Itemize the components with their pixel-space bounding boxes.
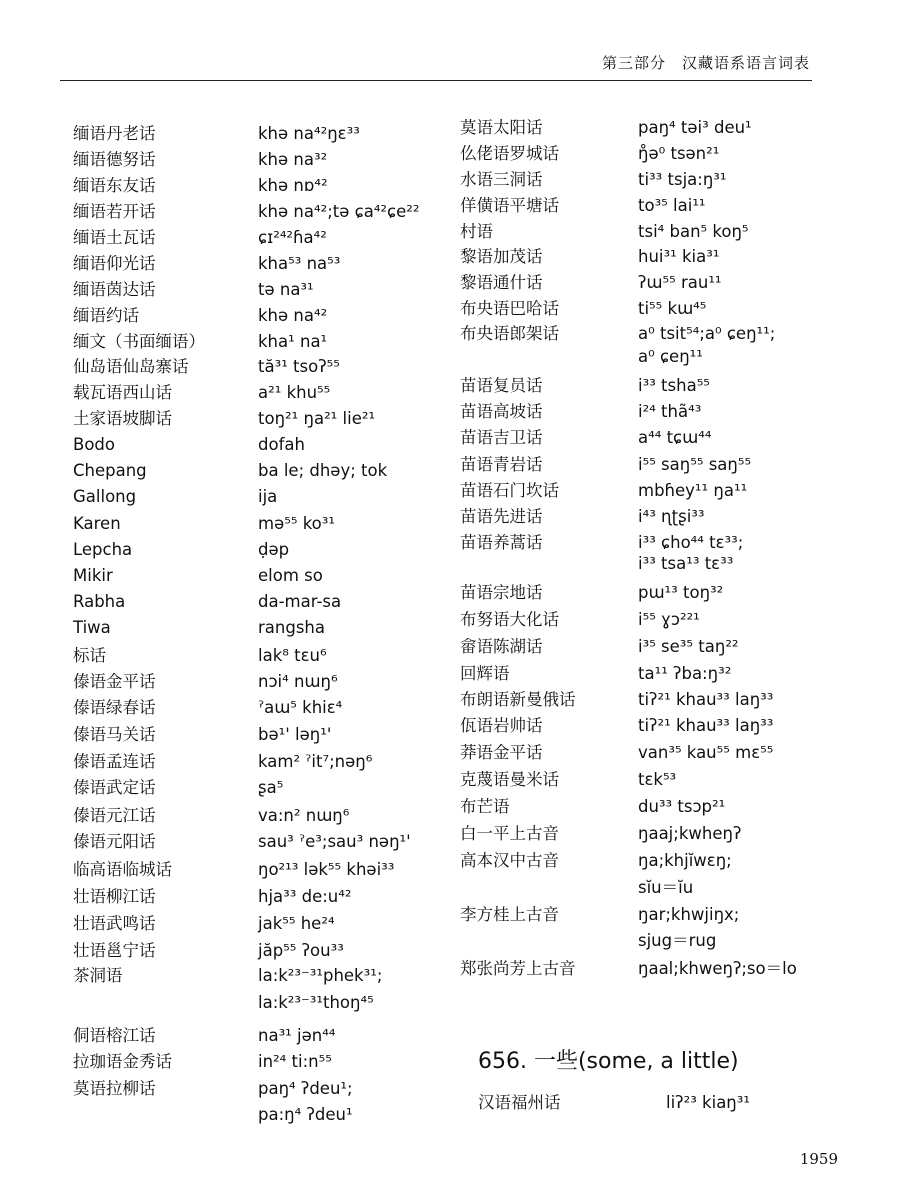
left_column-form: la:k²³⁻³¹thoŋ⁴⁵ [258, 993, 374, 1012]
left_column-form: ɕɪ²⁴²ɦa⁴² [258, 228, 327, 247]
left_column-form: in²⁴ ti:n⁵⁵ [258, 1052, 332, 1071]
left_column-language: Bodo [73, 435, 115, 454]
left_column-language: 缅语仰光话 [73, 254, 156, 273]
section_entries-language: 汉语福州话 [478, 1093, 561, 1112]
left_column-form: a²¹ khu⁵⁵ [258, 383, 331, 402]
left_column-language: 缅语茵达话 [73, 280, 156, 299]
left_column-language: 缅语东友话 [73, 176, 156, 195]
left_column-language: Rabha [73, 592, 126, 611]
right_column-language: 黎语加茂话 [460, 247, 543, 266]
right_column-form: tsi⁴ ban⁵ koŋ⁵ [638, 222, 749, 241]
right_column-form: ʔɯ⁵⁵ rau¹¹ [638, 273, 722, 292]
right_column-form: i⁴³ ɳʈʂi³³ [638, 507, 705, 526]
left_column-form: ija [258, 487, 278, 506]
right_column-form: ta¹¹ ʔba:ŋ³² [638, 664, 732, 683]
left_column-language: Karen [73, 514, 121, 533]
left_column-language: 傣语马关话 [73, 725, 156, 744]
left_column-form: nɔi⁴ nɯŋ⁶ [258, 672, 338, 691]
left_column-form: ŋo²¹³ lək⁵⁵ khəi³³ [258, 860, 395, 879]
right_column-language: 仫佬语罗城话 [460, 144, 559, 163]
left_column-form: ʂa⁵ [258, 778, 284, 797]
right_column-language: 苗语养蒿话 [460, 533, 543, 552]
right_column-language: 高本汉中古音 [460, 851, 559, 870]
right_column-language: 莫语太阳话 [460, 118, 543, 137]
right_column-form: ŋ̊ə⁰ tsən²¹ [638, 144, 720, 163]
left_column-form: toŋ²¹ ŋa²¹ lie²¹ [258, 409, 376, 428]
left_column-language: 缅语约话 [73, 306, 139, 325]
right_column-form: tiʔ²¹ khau³³ laŋ³³ [638, 690, 774, 709]
left_column-form: tă³¹ tsoʔ⁵⁵ [258, 357, 340, 376]
left_column-language: 莫语拉柳话 [73, 1079, 156, 1098]
right_column-language: 苗语高坡话 [460, 402, 543, 421]
left_column-language: 茶洞语 [73, 966, 123, 985]
left_column-language: 缅语德努话 [73, 150, 156, 169]
right_column-language: 布努语大化话 [460, 610, 559, 629]
right_column-language: 李方桂上古音 [460, 905, 559, 924]
left_column-form: jak⁵⁵ he²⁴ [258, 914, 335, 933]
page-number: 1959 [799, 1150, 838, 1168]
right_column-language: 水语三洞话 [460, 170, 543, 189]
left_column-language: 侗语榕江话 [73, 1026, 156, 1045]
left_column-form: la:k²³⁻³¹phek³¹; [258, 966, 383, 985]
right_column-form: tɛk⁵³ [638, 770, 677, 789]
left_column-form: pa:ŋ⁴ ʔdeu¹ [258, 1105, 353, 1124]
left_column-language: Chepang [73, 461, 147, 480]
right_column-form: i³³ tsa¹³ tɛ³³ [638, 554, 734, 573]
left_column-language: 缅文（书面缅语） [73, 332, 205, 351]
left_column-form: rangsha [258, 618, 325, 637]
right_column-form: paŋ⁴ təi³ deu¹ [638, 118, 752, 137]
right_column-language: 佤语岩帅话 [460, 716, 543, 735]
right_column-language: 苗语青岩话 [460, 455, 543, 474]
right_column-language: 苗语吉卫话 [460, 428, 543, 447]
right_column-form: i³⁵ se³⁵ taŋ²² [638, 637, 739, 656]
left_column-language: 标话 [73, 646, 106, 665]
left_column-language: 土家语坡脚话 [73, 409, 172, 428]
right_column-language: 布朗语新曼俄话 [460, 690, 576, 709]
left_column-form: da-mar-sa [258, 592, 342, 611]
right_column-language: 苗语复员话 [460, 376, 543, 395]
right_column-language: 苗语石门坎话 [460, 481, 559, 500]
right_column-language: 布央语郎架话 [460, 324, 559, 343]
right_column-form: i³³ ɕho⁴⁴ tɛ³³; [638, 533, 744, 552]
left_column-form: elom so [258, 566, 323, 585]
left_column-language: Lepcha [73, 540, 133, 559]
right_column-language: 郑张尚芳上古音 [460, 959, 576, 978]
right_column-form: du³³ tsɔp²¹ [638, 797, 726, 816]
right_column-language: 苗语宗地话 [460, 583, 543, 602]
left_column-form: kam² ˀit⁷;nəŋ⁶ [258, 752, 373, 771]
section_entries-form: liʔ²³ kiaŋ³¹ [666, 1093, 750, 1112]
right_column-form: pɯ¹³ toŋ³² [638, 583, 724, 602]
left_column-language: 载瓦语西山话 [73, 383, 172, 402]
left_column-form: kha⁵³ na⁵³ [258, 254, 341, 273]
left_column-language: 傣语孟连话 [73, 752, 156, 771]
left_column-form: ḍəp [258, 540, 290, 559]
left_column-language: 缅语土瓦话 [73, 228, 156, 247]
right_column-language: 莽语金平话 [460, 743, 543, 762]
left_column-language: 临高语临城话 [73, 860, 172, 879]
left_column-form: sau³ ˀe³;sau³ nəŋ¹' [258, 832, 411, 851]
left_column-form: bə¹' ləŋ¹' [258, 725, 332, 744]
right_column-form: sjug＝rug [638, 931, 717, 950]
left_column-language: 缅语丹老话 [73, 124, 156, 143]
left_column-language: 拉珈语金秀话 [73, 1052, 172, 1071]
left_column-language: 仙岛语仙岛寨话 [73, 357, 189, 376]
left_column-form: mə⁵⁵ ko³¹ [258, 514, 335, 533]
left_column-form: khə na⁴²;tə ɕa⁴²ɕe²² [258, 202, 420, 221]
left_column-language: 壮语武鸣话 [73, 914, 156, 933]
right_column-language: 布芒语 [460, 797, 510, 816]
left_column-language: 壮语柳江话 [73, 887, 156, 906]
right_column-language: 回辉语 [460, 664, 510, 683]
left_column-language: Mikir [73, 566, 113, 585]
left_column-form: dofah [258, 435, 305, 454]
left_column-form: khə na⁴²ŋɛ³³ [258, 124, 360, 143]
left_column-language: 傣语金平话 [73, 672, 156, 691]
right_column-form: i⁵⁵ saŋ⁵⁵ saŋ⁵⁵ [638, 455, 752, 474]
right_column-form: mbɦey¹¹ ŋa¹¹ [638, 481, 748, 500]
left_column-form: khə na³² [258, 150, 328, 169]
right_column-form: van³⁵ kau⁵⁵ mɛ⁵⁵ [638, 743, 774, 762]
left_column-form: ˀaɯ⁵ khiɛ⁴ [258, 698, 343, 717]
left_column-language: Tiwa [73, 618, 111, 637]
left_column-language: 傣语武定话 [73, 778, 156, 797]
right_column-form: ti⁵⁵ kɯ⁴⁵ [638, 299, 707, 318]
right_column-form: i⁵⁵ ɣɔ²²¹ [638, 610, 700, 629]
left_column-language: 壮语邕宁话 [73, 941, 156, 960]
right_column-language: 布央语巴哈话 [460, 299, 559, 318]
left_column-form: ba le; dhəy; tok [258, 461, 388, 480]
left_column-language: Gallong [73, 487, 137, 506]
left_column-language: 傣语绿春话 [73, 698, 156, 717]
left_column-form: hja³³ de:u⁴² [258, 887, 352, 906]
right_column-language: 黎语通什话 [460, 273, 543, 292]
right_column-language: 畲语陈湖话 [460, 637, 543, 656]
right_column-language: 苗语先进话 [460, 507, 543, 526]
right_column-form: i³³ tsha⁵⁵ [638, 376, 710, 395]
left_column-form: khə nɒ⁴² [258, 176, 328, 195]
right_column-form: ŋar;khwjiŋx; [638, 905, 740, 924]
left_column-form: jăp⁵⁵ ʔou³³ [258, 941, 344, 960]
right_column-language: 佯僙语平塘话 [460, 196, 559, 215]
right_column-form: ti³³ tsja:ŋ³¹ [638, 170, 727, 189]
right_column-form: sĭu＝ĭu [638, 878, 694, 897]
right_column-form: ŋaal;khweŋʔ;so＝lo [638, 959, 797, 978]
right_column-form: a⁰ ɕeŋ¹¹ [638, 347, 703, 366]
header-title: 第三部分 汉藏语系语言词表 [601, 54, 810, 72]
left_column-form: paŋ⁴ ʔdeu¹; [258, 1079, 353, 1098]
left_column-language: 傣语元江话 [73, 806, 156, 825]
right_column-form: a⁰ tsit⁵⁴;a⁰ ɕeŋ¹¹; [638, 324, 776, 343]
header-rule [60, 80, 812, 81]
right_column-form: i²⁴ thã⁴³ [638, 402, 702, 421]
left_column-form: kha¹ na¹ [258, 332, 328, 351]
right_column-language: 克蔑语曼米话 [460, 770, 559, 789]
right_column-form: to³⁵ lai¹¹ [638, 196, 706, 215]
right_column-language: 村语 [460, 222, 493, 241]
left_column-form: na³¹ jən⁴⁴ [258, 1026, 336, 1045]
right_column-language: 白一平上古音 [460, 824, 559, 843]
right_column-form: ŋa;khjĭwɛŋ; [638, 851, 732, 870]
right_column-form: ŋaaj;kwheŋʔ [638, 824, 742, 843]
left_column-form: khə na⁴² [258, 306, 328, 325]
right_column-form: hui³¹ kia³¹ [638, 247, 720, 266]
section-title: 656. 一些(some, a little) [478, 1049, 739, 1074]
left_column-language: 傣语元阳话 [73, 832, 156, 851]
left_column-form: va:n² nɯŋ⁶ [258, 806, 350, 825]
left_column-form: lak⁸ tɛu⁶ [258, 646, 327, 665]
right_column-form: a⁴⁴ tɕɯ⁴⁴ [638, 428, 712, 447]
left_column-language: 缅语若开话 [73, 202, 156, 221]
left_column-form: tə na³¹ [258, 280, 314, 299]
right_column-form: tiʔ²¹ khau³³ laŋ³³ [638, 716, 774, 735]
